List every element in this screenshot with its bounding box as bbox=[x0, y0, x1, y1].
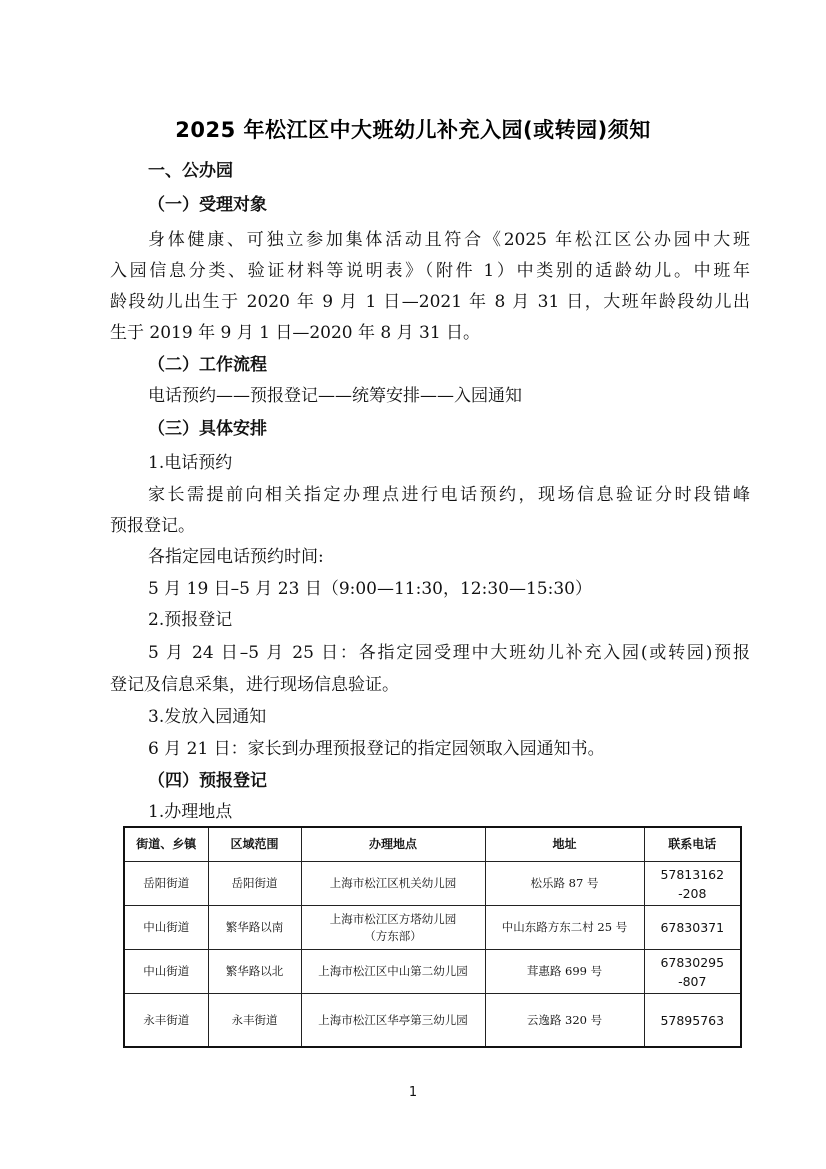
column-header-area: 区域范围 bbox=[208, 827, 301, 862]
cell-phone bbox=[644, 862, 741, 906]
cell-phone: 57895763 bbox=[644, 994, 741, 1048]
notice-paragraph-line: 6 月 21 日：家长到办理预报登记的指定园领取入园通知书。 bbox=[148, 739, 605, 759]
cell-site: 上海市松江区中山第二幼儿园 bbox=[301, 950, 485, 994]
table-header-row bbox=[124, 827, 741, 862]
cell-phone bbox=[644, 950, 741, 994]
phone-booking-paragraph-line: 预报登记。 bbox=[110, 516, 195, 536]
phone-extension: -807 bbox=[678, 973, 707, 989]
subsection-heading-eligibility: （一）受理对象 bbox=[148, 195, 267, 215]
cell-address: 松乐路 87 号 bbox=[485, 862, 644, 906]
cell-site: 上海市松江区机关幼儿园 bbox=[301, 862, 485, 906]
site-campus: （方东部） bbox=[364, 928, 422, 943]
cell-town: 中山街道 bbox=[124, 950, 208, 994]
phone-extension: -208 bbox=[678, 885, 707, 901]
eligibility-paragraph-line: 龄段幼儿出生于 2020 年 9 月 1 日—2021 年 8 月 31 日，大班年龄段幼儿出 bbox=[110, 292, 750, 312]
table-row bbox=[124, 950, 741, 994]
subsection-heading-pre-registration: （四）预报登记 bbox=[148, 771, 267, 791]
eligibility-paragraph-line: 入园信息分类、验证材料等说明表》（附件 1）中类别的适龄幼儿。中班年 bbox=[110, 261, 750, 281]
cell-town: 岳阳街道 bbox=[124, 862, 208, 906]
column-header-site: 办理地点 bbox=[301, 827, 485, 862]
phone-booking-paragraph-line: 家长需提前向相关指定办理点进行电话预约，现场信息验证分时段错峰 bbox=[148, 485, 750, 505]
column-header-address: 地址 bbox=[485, 827, 644, 862]
cell-area: 繁华路以北 bbox=[208, 950, 301, 994]
page-number: 1 bbox=[408, 1085, 418, 1100]
column-header-town: 街道、乡镇 bbox=[124, 827, 208, 862]
phone-number: 57813162 bbox=[660, 866, 725, 882]
phone-booking-time: 5 月 19 日–5 月 23 日（9:00—11:30，12:30—15:30） bbox=[148, 579, 592, 599]
column-header-phone: 联系电话 bbox=[644, 827, 741, 862]
phone-number: 67830295 bbox=[660, 954, 725, 970]
cell-address: 云逸路 320 号 bbox=[485, 994, 644, 1048]
cell-town: 中山街道 bbox=[124, 906, 208, 950]
cell-address: 茸惠路 699 号 bbox=[485, 950, 644, 994]
table-row bbox=[124, 994, 741, 1048]
table-row bbox=[124, 906, 741, 950]
document-title: 2025 年松江区中大班幼儿补充入园(或转园)须知 bbox=[175, 118, 651, 142]
table-row bbox=[124, 862, 741, 906]
pre-registration-location-title: 1.办理地点 bbox=[148, 802, 233, 822]
registration-paragraph-line: 5 月 24 日–5 月 25 日：各指定园受理中大班幼儿补充入园(或转园)预报 bbox=[148, 643, 750, 663]
cell-site: 上海市松江区华亭第三幼儿园 bbox=[301, 994, 485, 1048]
workflow-steps: 电话预约——预报登记——统筹安排——入园通知 bbox=[148, 386, 522, 406]
subsection-heading-workflow: （二）工作流程 bbox=[148, 355, 267, 375]
cell-address: 中山东路方东二村 25 号 bbox=[485, 906, 644, 950]
subsection-heading-schedule: （三）具体安排 bbox=[148, 419, 267, 439]
eligibility-paragraph-line: 生于 2019 年 9 月 1 日—2020 年 8 月 31 日。 bbox=[110, 323, 481, 343]
cell-site bbox=[301, 906, 485, 950]
eligibility-paragraph-line: 身体健康、可独立参加集体活动且符合《2025 年松江区公办园中大班 bbox=[148, 230, 750, 250]
cell-area: 繁华路以南 bbox=[208, 906, 301, 950]
schedule-item-phone-booking-title: 1.电话预约 bbox=[148, 453, 233, 473]
schedule-item-registration-title: 2.预报登记 bbox=[148, 610, 233, 630]
cell-town: 永丰街道 bbox=[124, 994, 208, 1048]
cell-area: 岳阳街道 bbox=[208, 862, 301, 906]
registration-paragraph-line: 登记及信息采集，进行现场信息验证。 bbox=[110, 675, 399, 695]
cell-area: 永丰街道 bbox=[208, 994, 301, 1048]
section-heading-public-kindergarten: 一、公办园 bbox=[148, 161, 233, 181]
phone-booking-time-label: 各指定园电话预约时间: bbox=[148, 547, 324, 567]
cell-phone: 67830371 bbox=[644, 906, 741, 950]
registration-sites-table bbox=[123, 826, 742, 1048]
site-name: 上海市松江区方塔幼儿园 bbox=[329, 911, 457, 926]
schedule-item-notice-title: 3.发放入园通知 bbox=[148, 707, 267, 727]
